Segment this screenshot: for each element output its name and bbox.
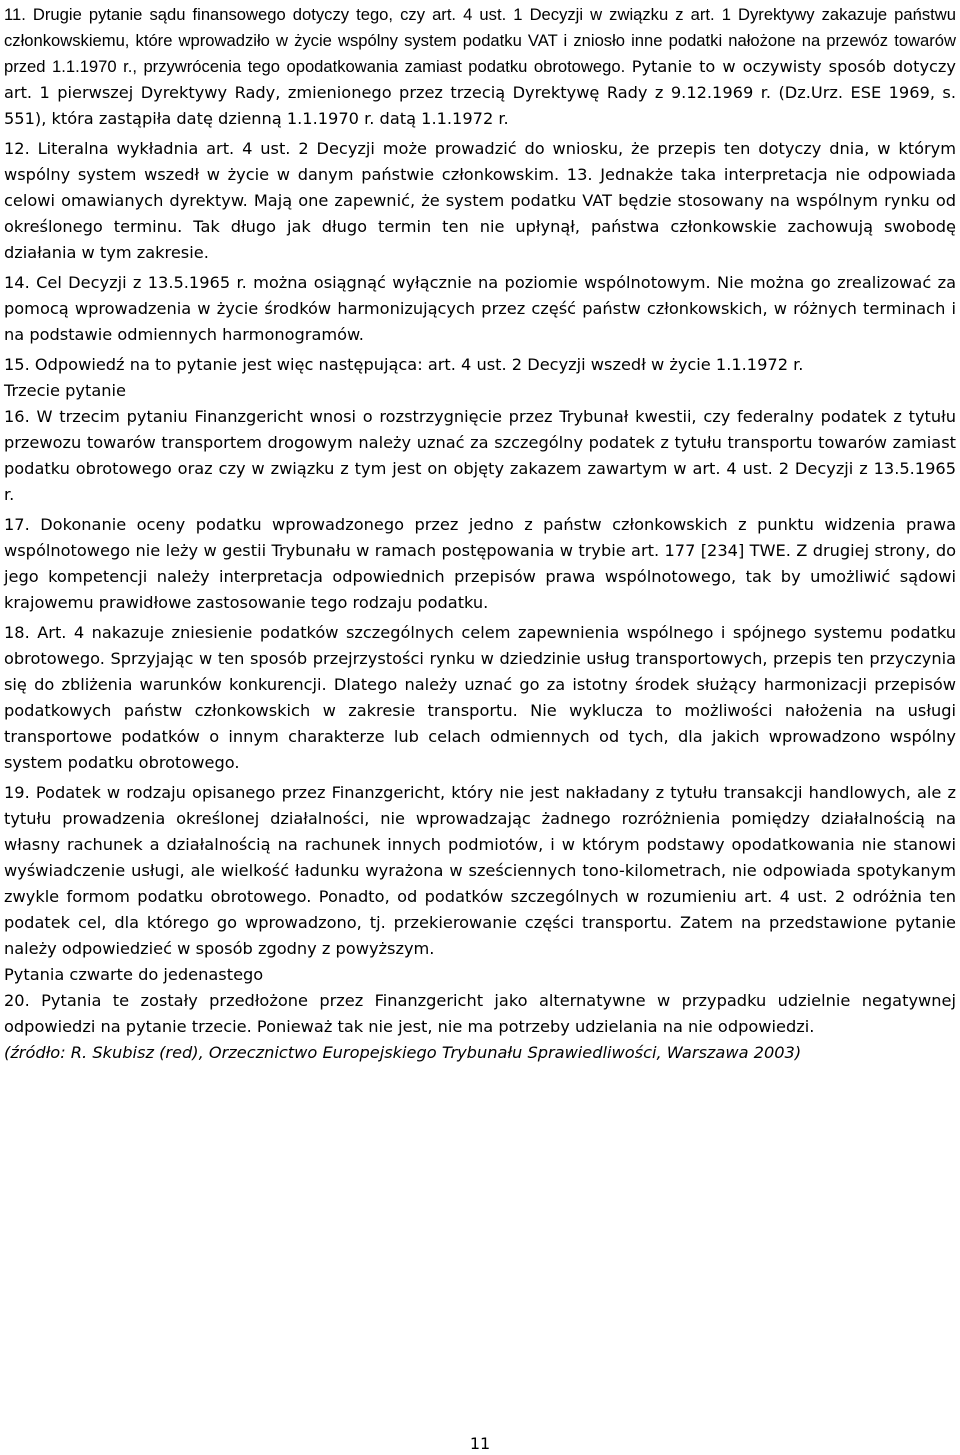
- heading-third-question-text: Trzecie pytanie: [4, 381, 126, 400]
- paragraph-20-text: 20. Pytania te zostały przedłożone przez Finanzgericht jako alternatywne w przypadku udzielnie negatywnej odpowiedzi na pytanie trzecie. Ponieważ tak nie jest, nie ma potrzeby udzielania na nie odpowiedzi.: [4, 991, 956, 1036]
- paragraph-16: [4, 404, 956, 508]
- paragraph-15-text: 15. Odpowiedź na to pytanie jest więc następująca: art. 4 ust. 2 Decyzji wszedł w życie 1.1.1972 r.: [4, 355, 804, 374]
- paragraph-17: [4, 512, 956, 616]
- paragraph-17-text: 17. Dokonanie oceny podatku wprowadzonego przez jedno z państw członkowskich z punktu widzenia prawa wspólnotowego nie leży w gestii Trybunału w ramach postępowania w trybie art. 177 [234] TWE. Z drugiej strony, do jego kompetencji należy interpretacja odpowiednich przepisów prawa wspólnotowego, tak by umożliwić sądowi krajowemu prawidłowe zastosowanie tego rodzaju podatku.: [4, 515, 956, 612]
- heading-questions-four-to-eleven: [4, 962, 956, 988]
- page-number: 11: [469, 1434, 491, 1453]
- heading-questions-four-to-eleven-text: Pytania czwarte do jedenastego: [4, 965, 264, 984]
- paragraph-12: [4, 136, 956, 266]
- heading-third-question: [4, 378, 956, 404]
- paragraph-20: [4, 988, 956, 1040]
- paragraph-11-part-1: 11. Drugie pytanie sądu finansowego dotyczy tego, czy art. 4 ust. 1 Decyzji w związku z art. 1 Dyrektywy zakazuje państwu członkowskiemu, które wprowadziło w życie wspólny system podatku VAT i zniosło inne podatki nałożone na przewóz towarów przed 1.1.1970 r.: [4, 5, 956, 76]
- paragraph-18: [4, 620, 956, 776]
- source-citation-text: (źródło: R. Skubisz (red), Orzecznictwo Europejskiego Trybunału Sprawiedliwości, Warszawa 2003): [4, 1043, 802, 1062]
- paragraph-18-text: 18. Art. 4 nakazuje zniesienie podatków szczególnych celem zapewnienia wspólnego i spójnego systemu podatku obrotowego. Sprzyjając w ten sposób przejrzystości rynku w dziedzinie usług transportowych, przepis ten przyczynia się do zbliżenia warunków konkurencji. Dlatego należy uznać go za istotny środek służący harmonizacji przepisów podatkowych państw członkowskich w zakresie transportu. Nie wyklucza to możliwości nałożenia na usługi transportowe podatków o innym charakterze lub celach odmiennych od tych, dla jakich wprowadzono wspólny system podatku obrotowego.: [4, 623, 956, 772]
- paragraph-12-text: 12. Literalna wykładnia art. 4 ust. 2 Decyzji może prowadzić do wniosku, że przepis ten dotyczy dnia, w którym wspólny system wszedł w życie w danym państwie członkowskim. 13. Jednakże taka interpretacja nie odpowiada celowi omawianych dyrektyw. Mają one zapewnić, że system podatku VAT będzie stosowany na wspólnym rynku od określonego terminu. Tak długo jak długo termin ten nie upłynął, państwa członkowskie zachowują swobodę działania w tym zakresie.: [4, 139, 956, 262]
- paragraph-16-text: 16. W trzecim pytaniu Finanzgericht wnosi o rozstrzygnięcie przez Trybunał kwestii, czy federalny podatek z tytułu przewozu towarów transportem drogowym należy uznać za szczególny podatek z tytułu transportu towarów zamiast podatku obrotowego oraz czy w związku z tym jest on objęty zakazem zawartym w art. 4 ust. 2 Decyzji z 13.5.1965 r.: [4, 407, 956, 504]
- paragraph-15: [4, 352, 956, 378]
- paragraph-11-part-3: Pytanie to w oczywisty sposób dotyczy art. 1 pierwszej Dyrektywy Rady, zmienionego przez trzecią Dyrektywę Rady z 9.12.1969 r. (Dz.Urz. ESE 1969, s. 551), która zastąpiła datę dzienną 1.1.1970 r. datą 1.1.1972 r.: [4, 57, 956, 128]
- paragraph-11: [4, 2, 956, 132]
- document-page: [4, 2, 956, 1070]
- paragraph-19: [4, 780, 956, 962]
- paragraph-11-part-2: , przywrócenia tego opodatkowania zamiast podatku obrotowego.: [132, 57, 632, 76]
- paragraph-14-text: 14. Cel Decyzji z 13.5.1965 r. można osiągnąć wyłącznie na poziomie wspólnotowym. Nie można go zrealizować za pomocą wprowadzenia w życie środków harmonizujących przez część państw członkowskich, w różnych terminach i na podstawie odmiennych harmonogramów.: [4, 273, 956, 344]
- source-citation: [4, 1040, 956, 1066]
- paragraph-19-text: 19. Podatek w rodzaju opisanego przez Finanzgericht, który nie jest nakładany z tytułu transakcji handlowych, ale z tytułu prowadzenia określonej działalności, nie wprowadzając żadnego rozróżnienia pomiędzy działalnością na własny rachunek a działalnością na rachunek innych podmiotów, i w którym podstawy opodatkowania nie stanowi wyświadczenie usługi, ale wielkość ładunku wyrażona w sześciennych tono-kilometrach, nie odpowiada spotykanym zwykle formom podatku obrotowego. Ponadto, od podatków szczególnych w rozumieniu art. 4 ust. 2 odróżnia ten podatek cel, dla którego go wprowadzono, tj. przekierowanie części transportu. Zatem na przedstawione pytanie należy odpowiedzieć w sposób zgodny z powyższym.: [4, 783, 956, 958]
- paragraph-14: [4, 270, 956, 348]
